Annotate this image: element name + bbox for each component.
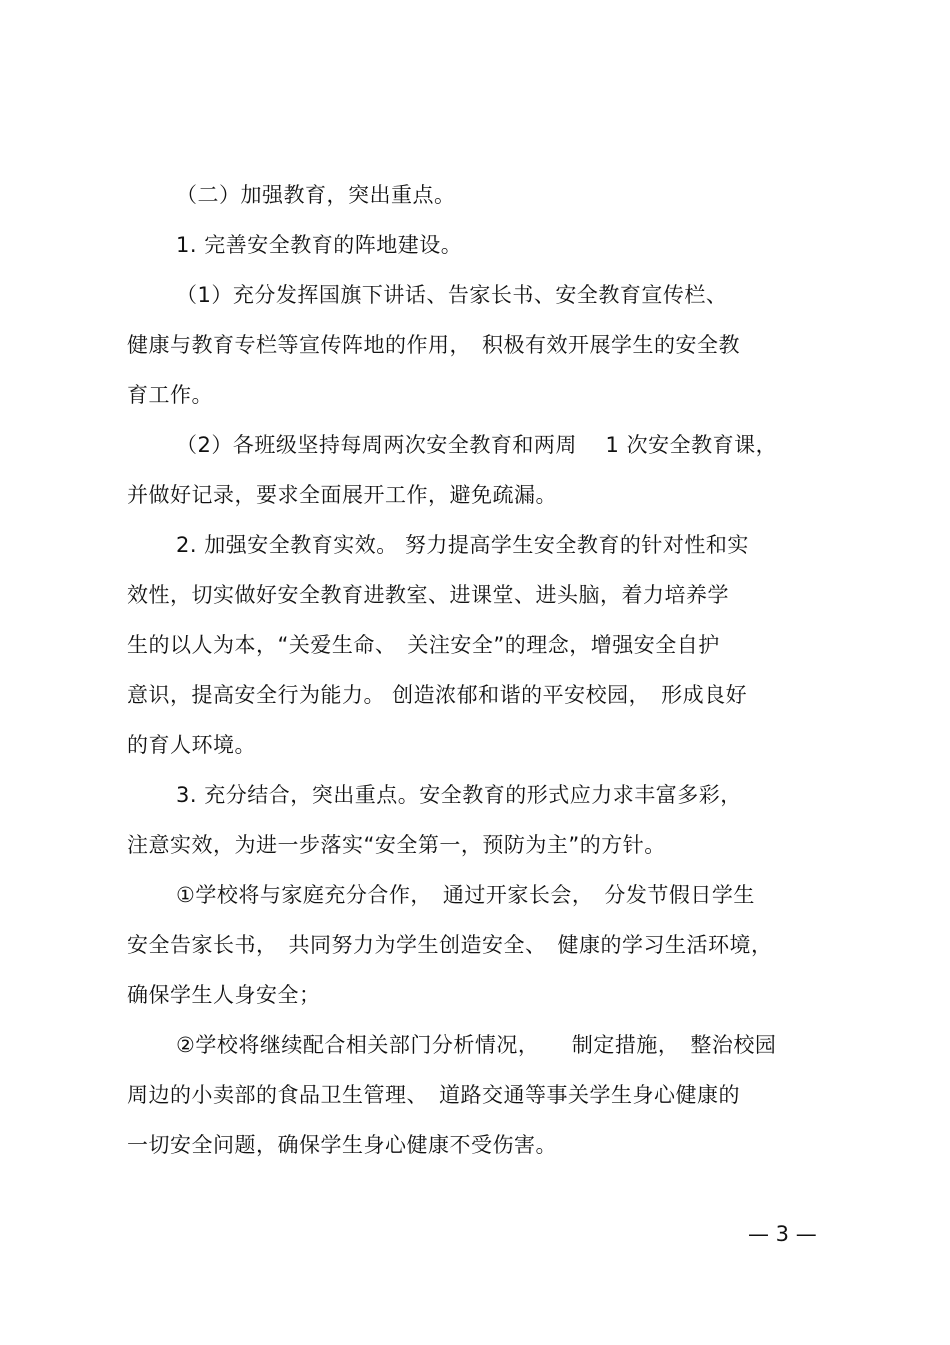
paragraph-line: 的育人环境。	[127, 733, 256, 757]
paragraph-line: 意识，提高安全行为能力。 创造浓郁和谐的平安校园， 形成良好	[127, 683, 748, 707]
paragraph-line: 健康与教育专栏等宣传阵地的作用， 积极有效开展学生的安全教	[127, 333, 740, 357]
section-heading: （二）加强教育，突出重点。	[176, 183, 456, 207]
paragraph-line: 安全告家长书， 共同努力为学生创造安全、 健康的学习生活环境，	[127, 933, 773, 957]
paragraph-line: 效性，切实做好安全教育进教室、进课堂、进头脑，着力培养学	[127, 583, 729, 607]
paragraph-line: 一切安全问题，确保学生身心健康不受伤害。	[127, 1133, 557, 1157]
subheading-1: 1. 完善安全教育的阵地建设。	[176, 233, 463, 257]
subheading-3: 3. 充分结合，突出重点。安全教育的形式应力求丰富多彩，	[176, 783, 742, 807]
paragraph-line: （1）充分发挥国旗下讲话、告家长书、安全教育宣传栏、	[176, 283, 728, 307]
paragraph-line: 周边的小卖部的食品卫生管理、 道路交通等事关学生身心健康的	[127, 1083, 740, 1107]
paragraph-line: （2）各班级坚持每周两次安全教育和两周 1 次安全教育课，	[176, 433, 778, 457]
subheading-2: 2. 加强安全教育实效。 努力提高学生安全教育的针对性和实	[176, 533, 749, 557]
list-item-2: ②学校将继续配合相关部门分析情况， 制定措施， 整治校园	[176, 1033, 777, 1057]
paragraph-line: 并做好记录，要求全面展开工作，避免疏漏。	[127, 483, 557, 507]
paragraph-line: 注意实效，为进一步落实“安全第一，预防为主”的方针。	[127, 833, 666, 857]
paragraph-line: 育工作。	[127, 383, 213, 407]
paragraph-line: 确保学生人身安全；	[127, 983, 321, 1007]
list-item-1: ①学校将与家庭充分合作， 通过开家长会， 分发节假日学生	[176, 883, 755, 907]
paragraph-line: 生的以人为本，“关爱生命、 关注安全”的理念，增强安全自护	[127, 633, 720, 657]
page-number: — 3 —	[748, 1222, 817, 1246]
